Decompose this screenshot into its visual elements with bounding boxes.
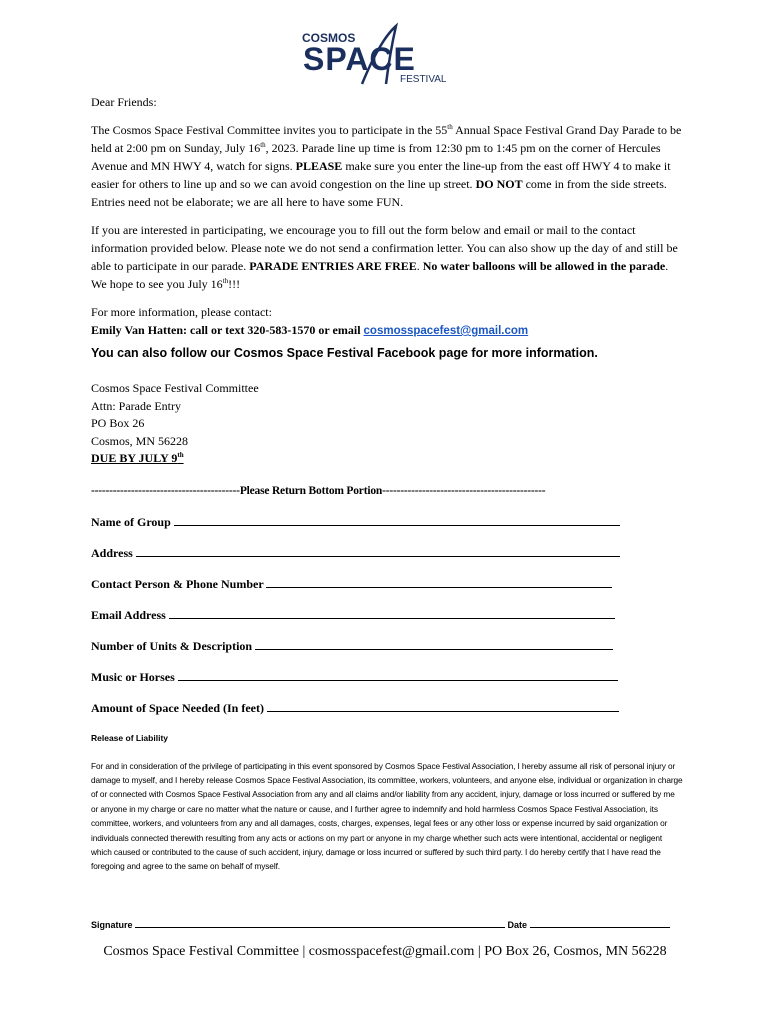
footer: Cosmos Space Festival Committee | cosmosspacefest@gmail.com | PO Box 26, Cosmos, MN 56228 [103,944,667,959]
address-line-4: Cosmos, MN 56228 [91,433,189,448]
contact-email-link[interactable]: cosmosspacefest@gmail.com [363,325,529,337]
signature-row [91,916,683,934]
date-line[interactable] [530,918,670,928]
interest-paragraph: If you are interested in participating, we encourage you to fill out the form below and email or mail to the contact information provided below. Please note we do not send a confirmation letter. You can also show up the day of and still be able to participate in our parade. PARADE ENTRIES ARE FREE. No water balloons will be allowed in the parade. We hope to see you July 16th!!! [91,223,678,291]
signature-label: Signature [91,919,133,930]
field-units-description[interactable]: Number of Units & Description [91,636,683,655]
logo-word-festival: FESTIVAL [400,74,447,85]
letter [91,93,683,934]
release-body: For and in consideration of the privilege of participating in this event sponsored by Cosmos Space Festival Association, I hereby assume all risk of personal injury or damage to myself, and I hereby release Cosmos Space Festival Association, its committee, workers, volunteers, and anyone else, individual or organization in charge of or connected with Cosmos Space Festival Association from any and all claims and/or liability from any accident, injury, damage or loss incurred or suffered by me or anyone in my charge or care no matter what the nature or cause, and I further agree to indemnify and hold harmless Cosmos Space Festival Association, its committee, workers, and volunteers from any and all damages, costs, charges, expenses, legal fees or any other loss or expense incurred by said organization or individuals connected therewith resulting from any acts or actions on my part or anyone in my charge whether such acts were intentional, accidental or negligent which caused or contributed to the cause of such accident, injury, damage or loss incurred or suffered by such third party. I do hereby certify that I have read the foregoing and agree to the same on behalf of myself. [91,760,683,872]
logo-word-cosmos: COSMOS [302,31,356,45]
field-address[interactable]: Address [91,543,683,562]
intro-paragraph: The Cosmos Space Festival Committee invites you to participate in the 55th Annual Space Festival Grand Day Parade to be held at 2:00 pm on Sunday, July 16th, 2023. Parade line up time is from 12:30 pm to 1:45 pm on the corner of Hercules Avenue and MN HWY 4, watch for signs. PLEASE make sure you enter the line-up from the east off HWY 4 to make it easier for others to line up and so we can avoid congestion on the line up street. DO NOT come in from the side streets. Entries need not be elaborate; we are all here to have some FUN. [91,123,682,209]
field-contact-person-phone[interactable]: Contact Person & Phone Number [91,574,683,593]
release-title: Release of Liability [91,732,168,743]
signature-line[interactable] [135,918,505,928]
mailing-address [91,380,683,468]
field-email-address[interactable]: Email Address [91,605,683,624]
address-line-2: Attn: Parade Entry [91,398,181,413]
cosmos-space-festival-logo [300,22,470,86]
facebook-note: You can also follow our Cosmos Space Festival Facebook page for more information. [91,346,598,360]
field-space-needed[interactable]: Amount of Space Needed (In feet) [91,698,683,717]
due-date: DUE BY JULY 9th [91,451,184,465]
date-label: Date [507,919,528,930]
greeting: Dear Friends: [91,95,157,109]
contact-intro: For more information, please contact: [91,305,272,319]
contact-line: Emily Van Hatten: call or text 320-583-1570 or email cosmosspacefest@gmail.com [91,323,529,337]
address-line-1: Cosmos Space Festival Committee [91,381,259,395]
return-portion-divider: -----------------------------------------Please Return Bottom Portion--------------------------------------------- [91,484,546,497]
field-group-name[interactable]: Name of Group [91,512,683,531]
logo-word-space: SPACE [303,41,416,77]
address-line-3: PO Box 26 [91,416,145,430]
field-music-horses[interactable]: Music or Horses [91,667,683,686]
